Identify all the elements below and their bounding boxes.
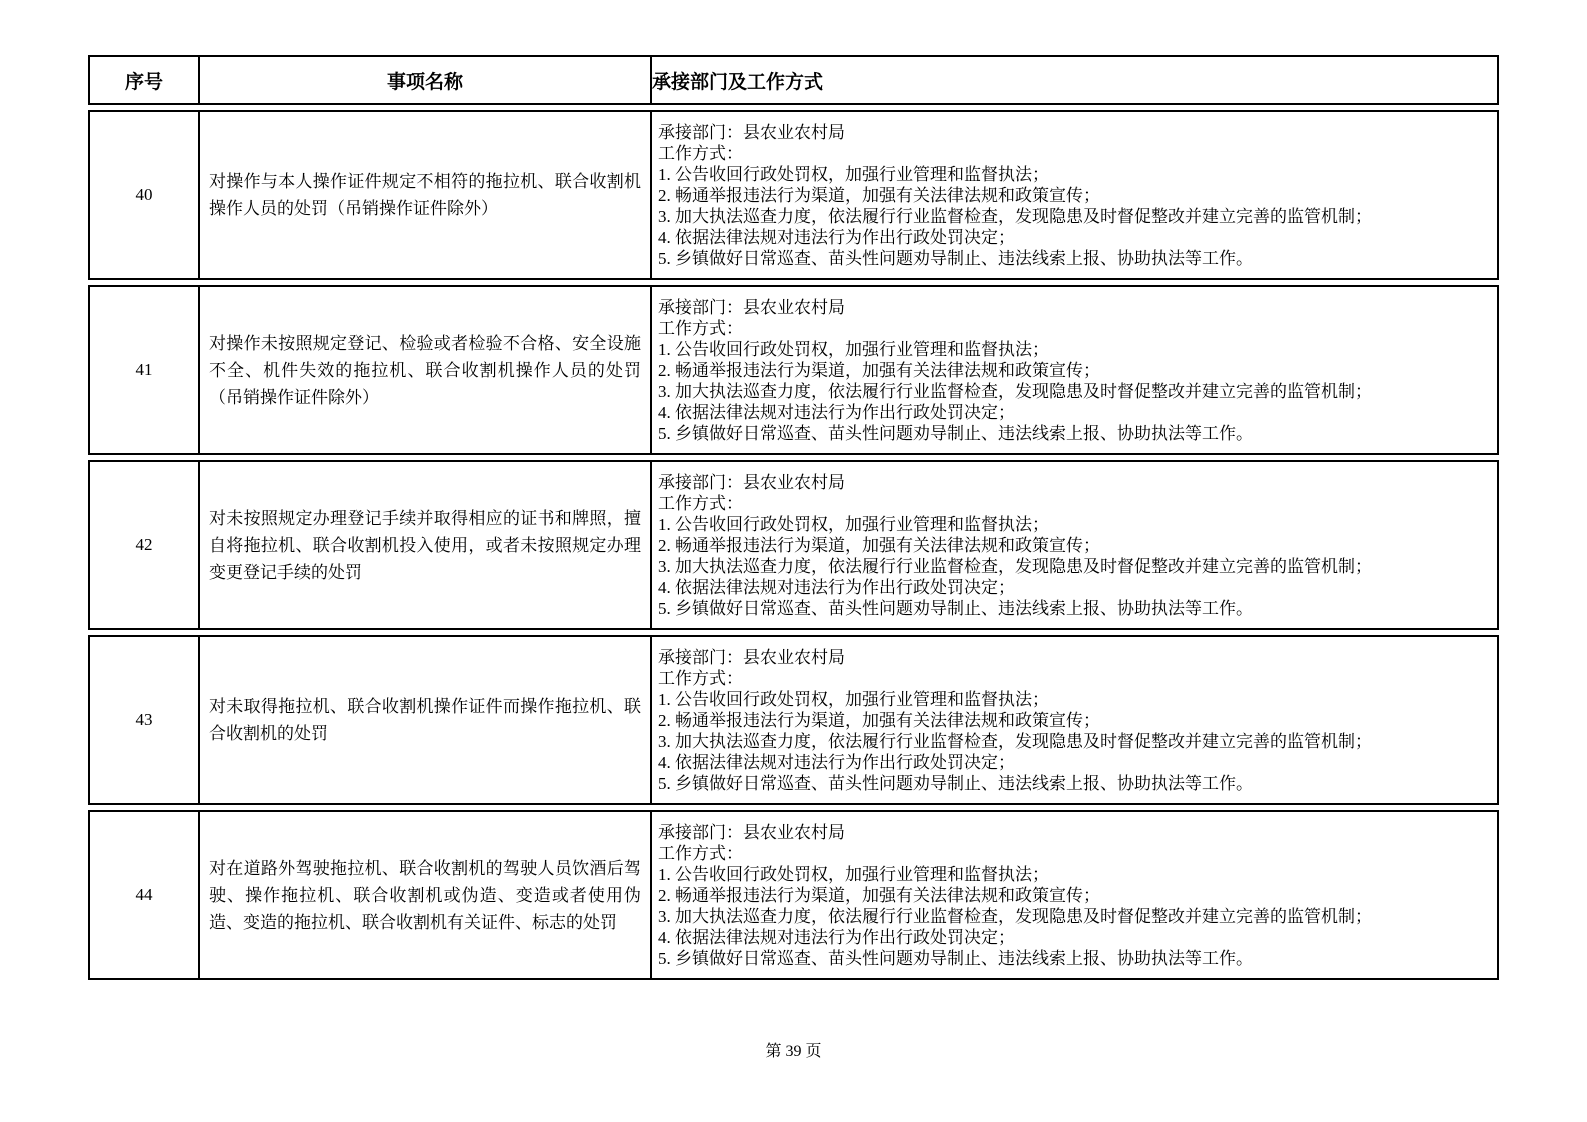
header-col-no: 序号 [90,57,200,103]
table-header-row [88,55,1499,105]
table-row [88,635,1499,805]
table-row [88,460,1499,630]
dept-work-line: 承接部门：县农业农村局 [658,647,845,667]
dept-work-line: 2. 畅通举报违法行为渠道，加强有关法律法规和政策宣传； [658,360,1100,380]
row-dept-worklines [652,112,1497,278]
row-item-name-cell [200,462,652,628]
row-item-name-cell [200,812,652,978]
dept-work-line: 2. 畅通举报违法行为渠道，加强有关法律法规和政策宣传； [658,710,1100,730]
dept-work-line: 1. 公告收回行政处罚权，加强行业管理和监督执法； [658,864,1049,884]
row-dept-worklines [652,287,1497,453]
dept-work-line: 4. 依据法律法规对违法行为作出行政处罚决定； [658,577,1015,597]
row-item-name: 对在道路外驾驶拖拉机、联合收割机的驾驶人员饮酒后驾驶、操作拖拉机、联合收割机或伪造、变造或者使用伪造、变造的拖拉机、联合收割机有关证件、标志的处罚 [209,858,641,932]
dept-work-line: 工作方式： [658,318,743,338]
dept-work-line: 4. 依据法律法规对违法行为作出行政处罚决定； [658,752,1015,772]
dept-work-line: 5. 乡镇做好日常巡查、苗头性问题劝导制止、违法线索上报、协助执法等工作。 [658,248,1253,268]
row-number: 42 [90,462,200,628]
row-number: 41 [90,287,200,453]
dept-work-line: 2. 畅通举报违法行为渠道，加强有关法律法规和政策宣传； [658,535,1100,555]
dept-work-line: 5. 乡镇做好日常巡查、苗头性问题劝导制止、违法线索上报、协助执法等工作。 [658,598,1253,618]
dept-work-line: 5. 乡镇做好日常巡查、苗头性问题劝导制止、违法线索上报、协助执法等工作。 [658,948,1253,968]
dept-work-line: 承接部门：县农业农村局 [658,122,845,142]
dept-work-line: 3. 加大执法巡查力度，依法履行行业监督检查，发现隐患及时督促整改并建立完善的监管机制； [658,731,1372,751]
dept-work-line: 工作方式： [658,668,743,688]
table-row [88,110,1499,280]
row-dept-worklines [652,637,1497,803]
header-col-dept: 承接部门及工作方式 [652,71,824,93]
dept-work-line: 工作方式： [658,143,743,163]
dept-work-line: 4. 依据法律法规对违法行为作出行政处罚决定； [658,402,1015,422]
dept-work-line: 3. 加大执法巡查力度，依法履行行业监督检查，发现隐患及时督促整改并建立完善的监管机制； [658,906,1372,926]
dept-work-line: 2. 畅通举报违法行为渠道，加强有关法律法规和政策宣传； [658,185,1100,205]
table-body [88,110,1499,980]
header-col-name: 事项名称 [200,57,652,103]
dept-work-line: 5. 乡镇做好日常巡查、苗头性问题劝导制止、违法线索上报、协助执法等工作。 [658,773,1253,793]
dept-work-line: 5. 乡镇做好日常巡查、苗头性问题劝导制止、违法线索上报、协助执法等工作。 [658,423,1253,443]
dept-work-line: 1. 公告收回行政处罚权，加强行业管理和监督执法； [658,164,1049,184]
row-item-name-cell [200,287,652,453]
page-number: 第 39 页 [765,1043,822,1060]
dept-work-line: 3. 加大执法巡查力度，依法履行行业监督检查，发现隐患及时督促整改并建立完善的监管机制； [658,206,1372,226]
punishment-items-table [88,55,1499,980]
dept-work-line: 承接部门：县农业农村局 [658,472,845,492]
dept-work-line: 1. 公告收回行政处罚权，加强行业管理和监督执法； [658,514,1049,534]
row-item-name: 对操作未按照规定登记、检验或者检验不合格、安全设施不全、机件失效的拖拉机、联合收割机操作人员的处罚（吊销操作证件除外） [209,333,641,407]
dept-work-line: 承接部门：县农业农村局 [658,297,845,317]
dept-work-line: 3. 加大执法巡查力度，依法履行行业监督检查，发现隐患及时督促整改并建立完善的监管机制； [658,381,1372,401]
row-item-name: 对未按照规定办理登记手续并取得相应的证书和牌照，擅自将拖拉机、联合收割机投入使用，或者未按照规定办理变更登记手续的处罚 [209,508,641,582]
dept-work-line: 1. 公告收回行政处罚权，加强行业管理和监督执法； [658,339,1049,359]
row-dept-worklines [652,812,1497,978]
row-item-name: 对未取得拖拉机、联合收割机操作证件而操作拖拉机、联合收割机的处罚 [209,697,641,743]
dept-work-line: 2. 畅通举报违法行为渠道，加强有关法律法规和政策宣传； [658,885,1100,905]
table-row [88,285,1499,455]
row-number: 43 [90,637,200,803]
row-dept-worklines [652,462,1497,628]
dept-work-line: 1. 公告收回行政处罚权，加强行业管理和监督执法； [658,689,1049,709]
dept-work-line: 4. 依据法律法规对违法行为作出行政处罚决定； [658,927,1015,947]
row-item-name-cell [200,637,652,803]
dept-work-line: 承接部门：县农业农村局 [658,822,845,842]
row-number: 44 [90,812,200,978]
table-row [88,810,1499,980]
dept-work-line: 4. 依据法律法规对违法行为作出行政处罚决定； [658,227,1015,247]
dept-work-line: 工作方式： [658,493,743,513]
dept-work-line: 3. 加大执法巡查力度，依法履行行业监督检查，发现隐患及时督促整改并建立完善的监管机制； [658,556,1372,576]
dept-work-line: 工作方式： [658,843,743,863]
row-item-name: 对操作与本人操作证件规定不相符的拖拉机、联合收割机操作人员的处罚（吊销操作证件除外） [209,172,641,218]
row-item-name-cell [200,112,652,278]
row-number: 40 [90,112,200,278]
